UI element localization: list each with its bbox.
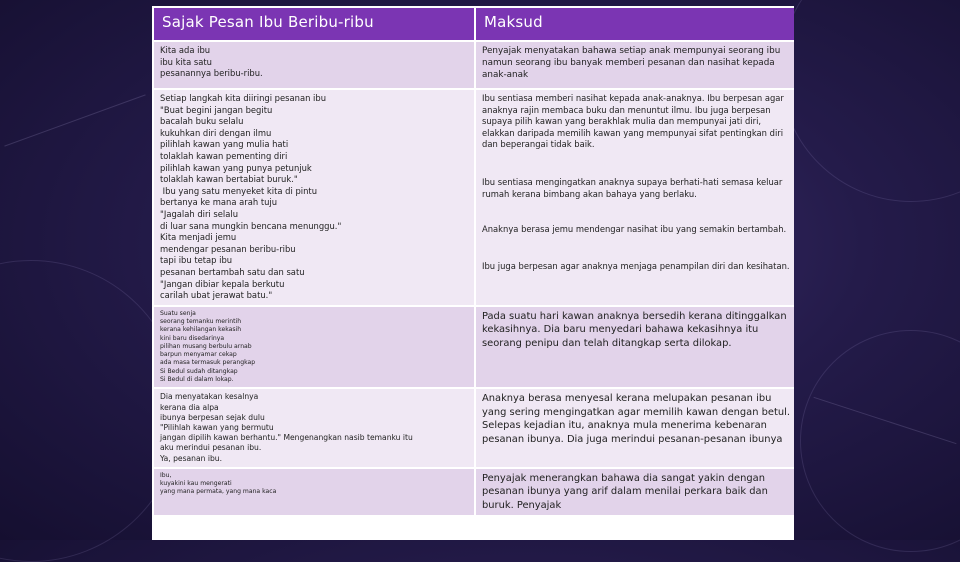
poem-line: "Buat begini jangan begitu bbox=[160, 104, 273, 115]
poem-line: mendengar pesanan beribu-ribu bbox=[160, 243, 296, 254]
meaning-text: Ibu sentiasa memberi nasihat kepada anak-anaknya. Ibu berpesan agar anaknya rajin membaca buku dan menuntut ilmu. Ibu juga berpesan supaya pilih kawan yang berakhlak mulia dan mempunyai jati diri, elakkan daripada memilih kawan yang mempunyai sifat pentingkan diri dan beperangai tidak baik. bbox=[482, 93, 784, 150]
poem-line: ibu kita satu bbox=[160, 56, 212, 67]
table-row bbox=[153, 306, 794, 389]
header-poem: Sajak Pesan Ibu Beribu-ribu bbox=[153, 7, 475, 41]
poem-line: kini baru disedarinya bbox=[160, 334, 225, 342]
poem-line: Ibu, bbox=[160, 471, 172, 479]
meaning-cell bbox=[475, 468, 794, 516]
poem-table-container bbox=[152, 6, 794, 540]
table-row bbox=[153, 388, 794, 467]
meaning-cell bbox=[475, 388, 794, 467]
poem-line: Dia menyatakan kesalnya bbox=[160, 392, 259, 402]
poem-line: Ya, pesanan ibu. bbox=[160, 453, 223, 463]
background-arc bbox=[780, 0, 960, 202]
poem-line: bacalah buku selalu bbox=[160, 116, 244, 127]
meaning-cell bbox=[475, 41, 794, 89]
poem-cell bbox=[153, 388, 475, 467]
table-row bbox=[153, 89, 794, 306]
poem-line: aku merindui pesanan ibu. bbox=[160, 443, 262, 453]
meaning-text: Anaknya berasa menyesal kerana melupakan pesanan ibu yang sering mengingatkan agar memilih kawan dengan betul. Selepas kejadian itu, anaknya mula menerima kebenaran pesanan ibunya. Dia juga merindui pesanan-pesanan ibunya bbox=[482, 393, 790, 445]
poem-line: kerana kehilangan kekasih bbox=[160, 326, 242, 334]
table-header-row bbox=[153, 7, 794, 41]
poem-line: carilah ubat jerawat batu." bbox=[160, 290, 273, 301]
poem-line: pilihlah kawan yang mulia hati bbox=[160, 139, 289, 150]
poem-line: seorang temanku merintih bbox=[160, 317, 242, 325]
poem-line: ada masa termasuk perangkap bbox=[160, 359, 256, 367]
meaning-text: Anaknya berasa jemu mendengar nasihat ibu yang semakin bertambah. bbox=[482, 224, 787, 235]
poem-line: Si Bedul di dalam lokap. bbox=[160, 376, 234, 384]
poem-line: Suatu senja bbox=[160, 309, 196, 317]
poem-line: pilihan musang berbulu arnab bbox=[160, 342, 252, 350]
meaning-cell bbox=[475, 89, 794, 306]
table-row bbox=[153, 468, 794, 516]
poem-line: "Pilihlah kawan yang bermutu bbox=[160, 422, 274, 432]
poem-line: tolaklah kawan bertabiat buruk." bbox=[160, 174, 298, 185]
poem-line: Kita ada ibu bbox=[160, 45, 211, 55]
background-line bbox=[4, 94, 145, 146]
poem-line: pilihlah kawan yang punya petunjuk bbox=[160, 162, 312, 173]
poem-line: tapi ibu tetap ibu bbox=[160, 255, 233, 266]
poem-cell bbox=[153, 41, 475, 89]
table-row bbox=[153, 41, 794, 89]
poem-line: ibunya berpesan sejak dulu bbox=[160, 412, 265, 422]
poem-line: tolaklah kawan pementing diri bbox=[160, 150, 288, 161]
poem-line: pesanannya beribu-ribu. bbox=[160, 68, 263, 79]
background-arc bbox=[800, 330, 960, 552]
poem-table bbox=[152, 6, 794, 517]
poem-line: "Jagalah diri selalu bbox=[160, 208, 239, 219]
poem-line: kukuhkan diri dengan ilmu bbox=[160, 127, 272, 138]
poem-line: Setiap langkah kita diiringi pesanan ibu bbox=[160, 93, 327, 103]
poem-cell bbox=[153, 468, 475, 516]
poem-line: "Jangan dibiar kepala berkutu bbox=[160, 278, 285, 289]
poem-line: pesanan bertambah satu dan satu bbox=[160, 266, 305, 277]
poem-line: Ibu yang satu menyeket kita di pintu bbox=[160, 185, 318, 196]
meaning-text: Ibu juga berpesan agar anaknya menjaga penampilan diri dan kesihatan. bbox=[482, 260, 790, 271]
meaning-text: Penyajak menerangkan bahawa dia sangat yakin dengan pesanan ibunya yang arif dalam menilai perkara baik dan buruk. Penyajak bbox=[482, 472, 768, 511]
meaning-text: Penyajak menyatakan bahawa setiap anak mempunyai seorang ibu namun seorang ibu banyak memberi pesanan dan nasihat kepada anak-anak bbox=[482, 46, 781, 81]
header-meaning: Maksud bbox=[475, 7, 794, 41]
meaning-text: Ibu sentiasa mengingatkan anaknya supaya berhati-hati semasa keluar rumah kerana bimbang akan bahaya yang berlaku. bbox=[482, 176, 783, 199]
poem-cell bbox=[153, 306, 475, 389]
poem-line: barpun menyamar cekap bbox=[160, 351, 237, 359]
poem-line: bertanya ke mana arah tuju bbox=[160, 197, 278, 208]
poem-line: jangan dipilih kawan berhantu." Mengenangkan nasib temanku itu bbox=[160, 433, 413, 443]
poem-line: di luar sana mungkin bencana menunggu." bbox=[160, 220, 342, 231]
poem-line: Kita menjadi jemu bbox=[160, 232, 237, 243]
meaning-cell bbox=[475, 306, 794, 389]
poem-line: kerana dia alpa bbox=[160, 402, 219, 412]
poem-line: kuyakini kau mengerati bbox=[160, 480, 232, 488]
poem-line: yang mana permata, yang mana kaca bbox=[160, 488, 277, 496]
meaning-text: Pada suatu hari kawan anaknya bersedih kerana ditinggalkan kekasihnya. Dia baru menyedari bahawa kekasihnya itu seorang penipu dan telah ditangkap serta dilokap. bbox=[482, 310, 787, 349]
poem-cell bbox=[153, 89, 475, 306]
poem-line: Si Bedul sudah ditangkap bbox=[160, 367, 238, 375]
